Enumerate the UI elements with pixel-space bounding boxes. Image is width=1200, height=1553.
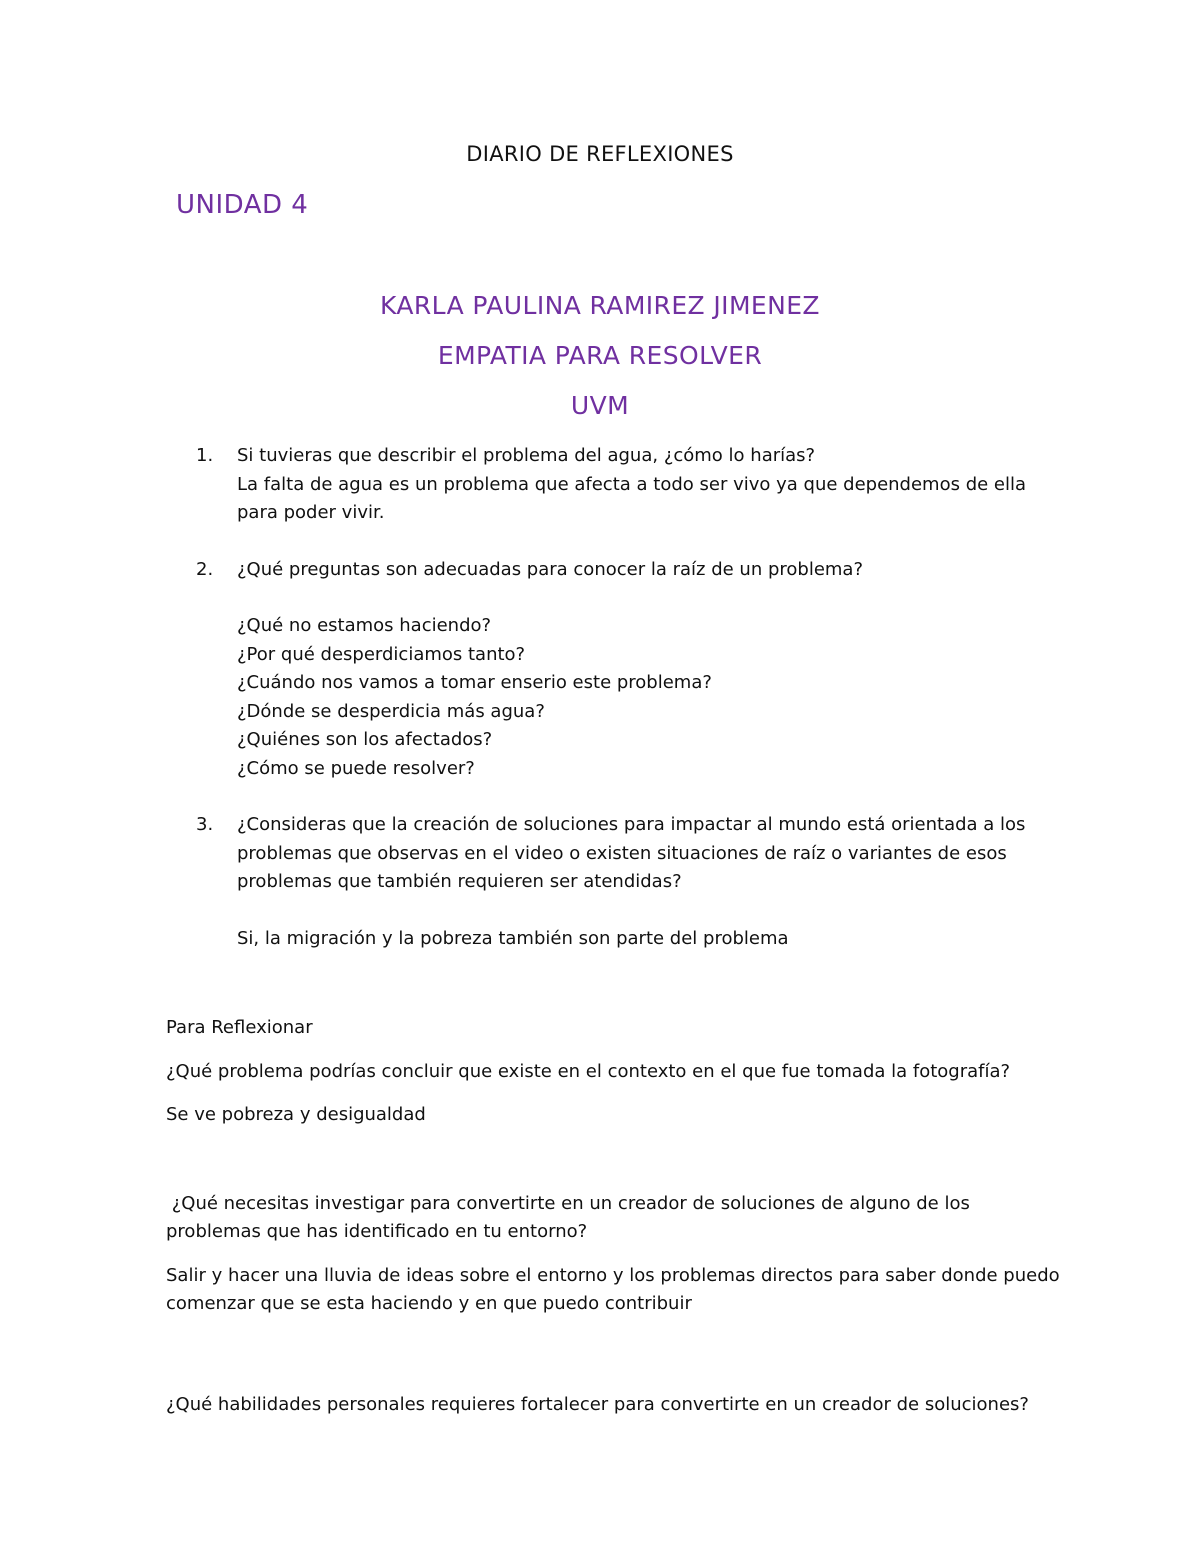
answer-text: para poder vivir. <box>237 502 385 523</box>
spacer <box>237 897 1056 925</box>
document-title: DIARIO DE REFLEXIONES <box>466 142 734 166</box>
answer-text: Si, la migración y la pobreza también son parte del problema <box>237 927 789 949</box>
answer-question: ¿Cuándo nos vamos a tomar enserio este problema? <box>237 672 712 693</box>
question-number: 3. <box>196 814 214 835</box>
question-item-1 <box>196 442 1056 528</box>
spacer <box>196 783 1056 811</box>
answer-question: ¿Qué no estamos haciendo? <box>237 615 492 636</box>
reflection-question-1: ¿Qué problema podrías concluir que existe en el contexto en el que fue tomada la fotografía? <box>166 1060 1011 1082</box>
unit-heading: UNIDAD 4 <box>176 190 309 220</box>
question-text: problemas que observas en el video o existen situaciones de raíz o variantes de esos <box>237 842 1007 864</box>
spacer <box>237 584 1056 612</box>
course-name: EMPATIA PARA RESOLVER <box>437 341 763 370</box>
reflection-answer-2: comenzar que se esta haciendo y en que puedo contribuir <box>166 1293 692 1314</box>
reflection-answer-2: Salir y hacer una lluvia de ideas sobre el entorno y los problemas directos para saber donde puedo <box>166 1264 1060 1286</box>
question-text: problemas que también requieren ser atendidas? <box>237 871 682 892</box>
reflection-heading: Para Reflexionar <box>166 1017 313 1038</box>
spacer <box>196 528 1056 556</box>
answer-text: La falta de agua es un problema que afecta a todo ser vivo ya que dependemos de ella <box>237 473 1027 495</box>
reflection-section <box>166 1014 1066 1419</box>
question-item-2 <box>196 556 1056 784</box>
question-number: 2. <box>196 558 214 580</box>
question-text: Si tuvieras que describir el problema del agua, ¿cómo lo harías? <box>237 445 816 466</box>
answer-question: ¿Cómo se puede resolver? <box>237 757 475 779</box>
answer-question: ¿Quiénes son los afectados? <box>237 729 493 750</box>
reflection-answer-1: Se ve pobreza y desigualdad <box>166 1104 426 1125</box>
reflection-question-3: ¿Qué habilidades personales requieres fortalecer para convertirte en un creador de soluciones? <box>166 1393 1029 1415</box>
question-text: ¿Consideras que la creación de soluciones para impactar al mundo está orientada a los <box>237 814 1026 835</box>
reflection-question-2: problemas que has identificado en tu entorno? <box>166 1221 588 1242</box>
answer-question: ¿Dónde se desperdicia más agua? <box>237 700 545 722</box>
author-name: KARLA PAULINA RAMIREZ JIMENEZ <box>380 291 820 320</box>
question-number: 1. <box>196 445 214 466</box>
question-list <box>196 442 1056 953</box>
reflection-question-2: ¿Qué necesitas investigar para convertirte en un creador de soluciones de alguno de los <box>166 1192 970 1214</box>
answer-question: ¿Por qué desperdiciamos tanto? <box>237 643 526 665</box>
question-item-3 <box>196 811 1056 953</box>
question-text: ¿Qué preguntas son adecuadas para conocer la raíz de un problema? <box>237 558 864 580</box>
university-name: UVM <box>570 391 630 420</box>
